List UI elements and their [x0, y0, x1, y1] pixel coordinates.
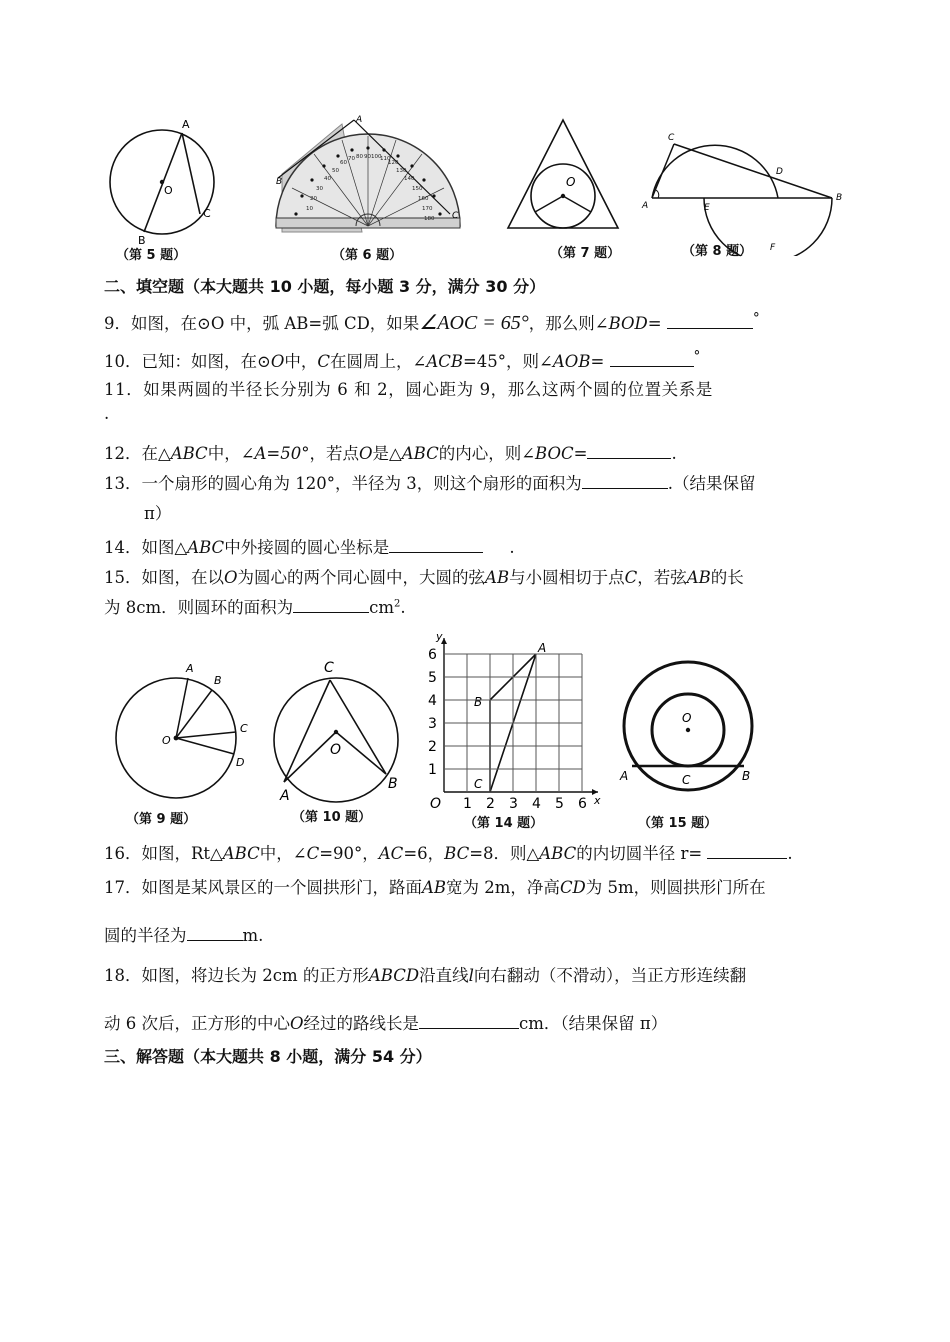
question-14: 14．如图△ABC中外接圆的圆心坐标是 . [104, 538, 515, 557]
label-B: B [836, 193, 843, 203]
point-label-A: A [538, 641, 547, 655]
question-10: 10．已知：如图，在⊙O中，C在圆周上，∠ACB=45°，则∠AOB= ° [104, 348, 701, 371]
label-O: O [164, 184, 173, 197]
caption-q8: （第 8 题） [682, 244, 753, 259]
scale-80: 80 [356, 154, 363, 160]
label-B: B [214, 674, 222, 687]
scale-50: 50 [332, 168, 339, 174]
scale-30: 30 [316, 186, 323, 192]
question-18: 18．如图，将边长为 2cm 的正方形ABCD沿直线l向右翻动（不滑动），当正方形连续翻 [104, 966, 747, 985]
x-tick-label: 5 [555, 796, 564, 812]
x-tick-label: 6 [578, 796, 587, 812]
label-D: D [776, 167, 783, 177]
answer-blank[interactable] [582, 472, 668, 489]
question-18-cont: 动 6 次后，正方形的中心O经过的路线长是 cm．（结果保留 π） [104, 1014, 668, 1033]
caption-q7: （第 7 题） [550, 246, 621, 261]
scale-90: 90 [364, 154, 371, 160]
scale-160: 160 [418, 196, 429, 202]
figure-q9 [108, 658, 250, 800]
figure-q7 [504, 116, 622, 232]
question-11: 11．如果两圆的半径长分别为 6 和 2，圆心距为 9，那么这两个圆的位置关系是 [104, 380, 713, 399]
x-tick-label: 2 [486, 796, 495, 812]
question-17-cont: 圆的半径为 m. [104, 926, 264, 945]
point-label-C: C [474, 777, 483, 791]
label-B: B [388, 776, 398, 792]
caption-q6: （第 6 题） [332, 248, 403, 263]
label-A: A [182, 118, 190, 131]
caption-q5: （第 5 题） [116, 248, 187, 263]
scale-70: 70 [348, 156, 355, 162]
figure-q8 [640, 126, 850, 256]
label-A: A [186, 662, 194, 675]
caption-q9: （第 9 题） [126, 812, 197, 827]
scale-100: 100 [371, 154, 382, 160]
label-A: A [356, 115, 363, 125]
question-11-end: . [104, 404, 110, 423]
y-axis-label: y [436, 630, 443, 643]
scale-10: 10 [306, 206, 313, 212]
scale-150: 150 [412, 186, 423, 192]
label-O: O [330, 742, 342, 758]
scale-60: 60 [340, 160, 347, 166]
answer-blank[interactable] [187, 924, 243, 941]
label-E: E [704, 203, 710, 213]
answer-blank[interactable] [707, 842, 787, 859]
section3-heading: 三、解答题（本大题共 8 小题，满分 54 分） [104, 1047, 432, 1066]
scale-110: 110 [380, 156, 391, 162]
question-17: 17．如图是某风景区的一个圆拱形门，路面AB宽为 2m，净高CD为 5m，则圆拱形门所在 [104, 878, 766, 897]
scale-40: 40 [324, 176, 331, 182]
answer-blank[interactable] [610, 350, 694, 367]
label-A: A [620, 769, 629, 783]
question-16: 16．如图，Rt△ABC中，∠C=90°，AC=6，BC=8．则△ABC的内切圆半径 r= . [104, 844, 793, 863]
answer-blank[interactable] [293, 596, 369, 613]
label-B: B [276, 177, 283, 187]
figure-q14-grid [420, 628, 610, 818]
y-tick-label: 6 [428, 647, 437, 663]
label-O: O [162, 734, 171, 747]
scale-140: 140 [404, 176, 415, 182]
caption-q15: （第 15 题） [638, 816, 718, 831]
label-C: C [682, 773, 691, 787]
scale-170: 170 [422, 206, 433, 212]
figure-q5 [104, 114, 224, 250]
label-B: B [138, 234, 146, 247]
x-tick-label: 1 [463, 796, 472, 812]
caption-q10: （第 10 题） [292, 810, 372, 825]
y-tick-label: 4 [428, 693, 437, 709]
x-tick-label: 3 [509, 796, 518, 812]
caption-q14: （第 14 题） [464, 816, 544, 831]
label-F: F [770, 243, 776, 253]
question-15: 15．如图，在以O为圆心的两个同心圆中，大圆的弦AB与小圆相切于点C，若弦AB的长 [104, 568, 744, 587]
y-tick-label: 1 [428, 762, 437, 778]
scale-120: 120 [388, 160, 399, 166]
figure-q6-protractor [272, 114, 468, 234]
question-13: 13．一个扇形的圆心角为 120°，半径为 3，则这个扇形的面积为 .（结果保留 [104, 474, 756, 493]
label-C: C [203, 207, 211, 220]
label-D: D [236, 756, 245, 769]
origin-label: O [430, 796, 442, 812]
label-A: A [642, 201, 649, 211]
question-9: 9．如图，在⊙O 中，弧 AB=弧 CD，如果∠AOC = 65°，那么则∠BOD= ° [104, 310, 760, 334]
scale-20: 20 [310, 196, 317, 202]
label-C: C [240, 722, 248, 735]
scale-130: 130 [396, 168, 407, 174]
x-tick-label: 4 [532, 796, 541, 812]
scale-180: 180 [424, 216, 435, 222]
label-A: A [280, 788, 290, 804]
label-C: C [452, 211, 459, 221]
answer-blank[interactable] [419, 1012, 519, 1029]
figure-q15 [616, 658, 766, 794]
label-B: B [742, 769, 751, 783]
point-label-B: B [474, 695, 483, 709]
question-15-cont: 为 8cm．则圆环的面积为 $cm^2$. [104, 598, 406, 617]
answer-blank[interactable] [667, 312, 753, 329]
y-tick-label: 5 [428, 670, 437, 686]
question-12: 12．在△ABC中，∠A=50°，若点O是△ABC的内心，则∠BOC= . [104, 444, 677, 463]
label-C: C [324, 660, 334, 676]
y-tick-label: 2 [428, 739, 437, 755]
section2-heading: 二、填空题（本大题共 10 小题，每小题 3 分，满分 30 分） [104, 277, 546, 296]
label-C: C [668, 133, 675, 143]
question-13-cont: π） [144, 504, 172, 523]
label-O: O [566, 175, 576, 189]
label-O: O [682, 711, 692, 725]
answer-blank[interactable] [389, 536, 483, 553]
x-axis-label: x [594, 794, 601, 807]
figure-q10 [268, 656, 408, 806]
answer-blank[interactable] [587, 442, 671, 459]
y-tick-label: 3 [428, 716, 437, 732]
